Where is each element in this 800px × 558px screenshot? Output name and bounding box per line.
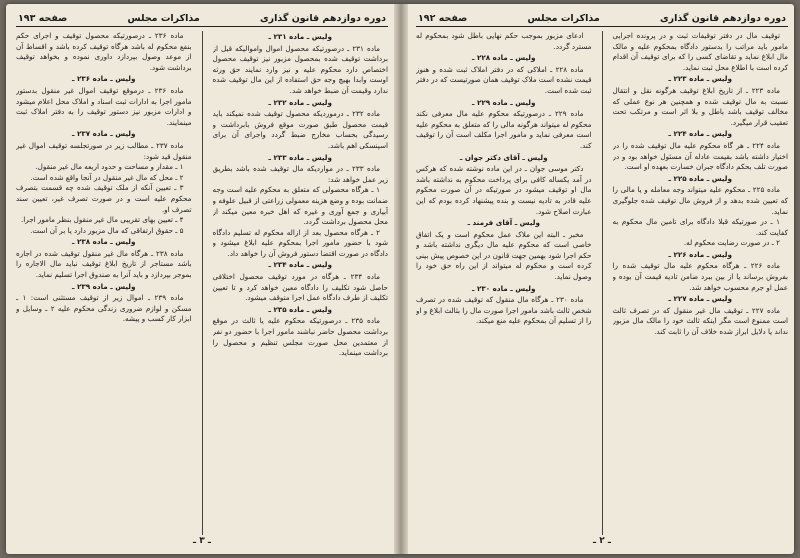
article-paragraph: ماده ۲۳۱ ـ درصورتیکه محصول اموال واموالیکه قبل از برداشت توقیف شده بمحصول مزبور نیز توقیف محصول اختصاص دارد محکوم علیه و نیز وارد نمایند حق ورثه اوست وابدا بهیچ وجه حق استفاده از این مال توقیف شده ندارد وقیمت آن ضبط خواهد شد. [212,43,388,95]
article-paragraph: ماده ۲۳۶ ـ درموقع توقیف اموال غیر منقول بدستور مامور اجرا به ادارات ثبت اسناد و املاک محل اعلام میشود و ادارات مزبور نیز دستور توقیف را به دفتر املاک ثبت مینمایند. [16,85,192,127]
article-heading: ولیس ـ ماده ۲۳۰ ـ [472,283,536,293]
article-paragraph: ماده ۲۲۶ ـ هرگاه محکوم علیه مال توقیف شده را بفروش برساند یا از بین ببرد ضامن تادیه قیمت آن بوده و عمل او جرم محسوب خواهد شد. [612,261,788,292]
article-paragraph: ماده ۲۳۰ ـ هرگاه مال منقول که توقیف شده در تصرف شخص ثالث باشد مامور اجرا صورت مال را بثالث ابلاغ و او را از تسلیم آن بمحکوم علیه منع میکند. [416,295,592,326]
article-heading: ولیس ـ ماده ۲۳۴ ـ [268,260,332,270]
article-paragraph: ماده ۲۳۶ ـ درصورتیکه محصول توقیف و اجرای حکم بنفع محکوم له باشد هرگاه توقیف کرده باشد و اقساط آن از موعد وصول بپردازد داوری نموده و بخواهد توقیف برداشت شود. [16,31,192,72]
article-heading: ولیس ـ ماده ۲۲۵ ـ [668,173,732,183]
article-heading: ولیس ـ ماده ۲۲۳ ـ [668,74,732,84]
right-page-header [416,10,788,27]
left-page-column-right [213,31,389,535]
right-page-column-right [613,31,789,535]
article-paragraph: ماده ۲۳۷ ـ مطالب زیر در صورتجلسه توقیف اموال غیر منقول قید شود: [16,140,192,161]
article-heading: ولیس ـ ماده ۲۲۹ ـ [472,97,536,107]
article-paragraph: ماده ۲۳۵ ـ درصورتیکه محکوم علیه یا ثالث در موقع برداشت محصول حاضر نباشند مامور اجرا با حضور دو نفر از معتمدین محل صورت مجلس تنظیم و محصول را برداشت مینماید. [212,316,388,358]
header-section-title: دوره دوازدهم قانون گذاری [659,12,786,24]
article-paragraph: ماده ۲۲۴ ـ هر گاه محکوم علیه مال توقیف شده را در اختیار داشته باشد بقیمت عادله آن مسئول خواهد بود و در صورت تلف بحکم دادگاه جبران خسارت بعهده او است. [612,140,788,172]
article-paragraph: ماده ۲۳۹ ـ اموال زیر از توقیف مستثنی است: ۱ ـ مسکن و لوازم ضروری زندگی محکوم علیه ۲ ـ وسایل و ابزار کار کسب و پیشه. [16,293,192,324]
article-paragraph: ۴ ـ تعیین بهای تقریبی مال غیر منقول بنظر مامور اجرا. [20,215,184,225]
article-heading: ولیس ـ ماده ۲۲۷ ـ [668,294,732,304]
article-paragraph: ۲ ـ هرگاه محصول بعد از ازاله محکوم له تسلیم دادگاه شود با حضور مامور اجرا بمحکوم علیه ابلاغ میشود و دادگاه در صورت اقتضا دستور فروش آن را خواهد داد. [212,227,388,258]
article-paragraph: ادعای مزبور بموجب حکم نهایی باطل شود بمحکوم له مسترد گردد. [416,31,592,51]
article-heading: ولیس ـ ماده ۲۳۸ ـ [72,237,136,247]
column-divider [602,31,603,535]
book-spread [6,4,794,554]
article-paragraph: ۱ ـ هرگاه محصولی که متعلق به محکوم علیه است وجه ضمانت بوده و وضع هزینه معمولی زراعتی از قبیل علوفه و آبیاری و جمع آوری و غیره که اهل خبره معین میکند از محل محصول برداشت گردد. [212,185,388,227]
article-paragraph: ۳ ـ تعیین آنکه از ملک توقیف شده چه قسمت بتصرف محکوم علیه است و در صورت تصرف غیر، تعیین سند تصرف او. [16,183,192,214]
article-paragraph: ماده ۲۲۳ ـ از تاریخ ابلاغ توقیف هرگونه نقل و انتقال نسبت به مال توقیف شده و همچنین هر نوع عملی که مخالف توقیف باشد باطل و بلا اثر است و مرتکب تحت تعقیب قرار میگیرد. [612,85,788,127]
article-paragraph: ماده ۲۲۵ ـ محکوم علیه میتواند وجه معامله و یا مالی را که تعیین شده بدهد و از فروش مال توقیف شده جلوگیری نماید. [612,185,788,216]
article-paragraph: ماده ۲۳۸ ـ هرگاه مال غیر منقول توقیف شده در اجاره باشد مستاجر از تاریخ ابلاغ توقیف نباید مال الاجاره را بموجر بپردازد و باید آنرا به صندوق اجرا تسلیم نماید. [16,248,192,280]
article-paragraph: ماده ۲۲۸ ـ املاکی که در دفتر املاک ثبت شده و هنوز قیمت نشده است ملاک توقیف همان صورتیست که در دفتر ثبت شده است. [416,64,592,95]
article-heading: ولیس ـ ماده ۲۳۱ ـ [268,32,332,41]
right-page [416,10,788,546]
article-heading: ولیس ـ ماده ۲۲۴ ـ [668,129,732,139]
article-paragraph: توقیف مال در دفتر توقیفات ثبت و در پرونده اجرایی مامور باید مراتب را بدستور دادگاه بمحکوم علیه و مالک مال ابلاغ نماید و تقاضای کسی را که برای توقیف آن اقدام کرده است با اطلاع محل ثبت نماید. [612,31,788,72]
article-paragraph: مخبر ـ البته این ملاک عمل محکوم است و یک اتفاق خاصی است که محکوم علیه مال دیگری نداشته باشد و حکم اجرا شود بهمین جهت قانون در این خصوص پیش بینی کرده است و محکوم له میتواند از این راه حق خود را وصول نماید. [416,229,592,282]
article-paragraph: ۲ ـ محل که مال غیر منقول در آنجا واقع شده است. [30,172,184,182]
article-paragraph: ماده ۲۳۳ ـ در مواردیکه مال توقیف شده باشد بطریق زیر عمل خواهد شد: [212,164,388,184]
article-paragraph: ۱ ـ در صورتیکه قبلا دادگاه برای تامین مال محکوم به کفایت کند. [612,217,788,237]
right-page-column-left [416,31,592,535]
article-heading: ولیس ـ ماده ۲۳۲ ـ [268,97,332,107]
book-gutter [394,4,408,554]
article-heading: ولیس ـ ماده ۲۳۶ ـ [72,74,136,84]
article-heading: ولیس ـ آقای فرمند ـ [467,218,540,228]
article-paragraph: ماده ۲۲۷ ـ توقیف مال غیر منقول که در تصرف ثالث است ممنوع است مگر اینکه ثالث خود را مالک مال مزبور نداند یا دلایل ابراز شده خلاف آن را ثابت کند. [612,305,788,337]
left-page-footer: ـ ۳ ـ [193,536,211,546]
column-divider [202,31,203,535]
header-journal-title: مذاکرات مجلس [127,12,200,24]
article-heading: ولیس ـ ماده ۲۳۹ ـ [72,281,136,291]
article-paragraph: ۲ ـ در صورت رضایت محکوم له. [683,238,780,248]
article-paragraph: ماده ۲۳۲ ـ درموردیکه محصول توقیف شده نمیکند باید قیمت محصول طبق صورت موقع فروش بابرداشت و رسیدگی بحساب مخارج ضبط گردد واجرای آن برای اسپنسکی اهم باشد. [212,109,388,150]
article-heading: ولیس ـ ماده ۲۲۶ ـ [668,249,732,259]
article-paragraph: ماده ۲۲۹ ـ درصورتیکه محکوم علیه مال معرفی نکند محکوم له میتواند هرگونه مالی را که متعلق به محکوم علیه است معرفی نماید و مامور اجرا مکلف است آن را توقیف کند. [416,109,592,150]
article-paragraph: ماده ۲۳۴ ـ هرگاه در مورد توقیف محصول اختلافی حاصل شود تکلیف را دادگاه معین خواهد کرد و تا تعیین تکلیف از طرف دادگاه عمل اجرا متوقف میشود. [212,272,388,303]
article-heading: ولیس ـ ماده ۲۳۷ ـ [72,129,136,139]
left-page-column-left [16,31,192,535]
header-page-number: صفحه ۱۹۲ [418,12,468,24]
header-page-number: صفحه ۱۹۳ [18,12,68,24]
article-heading: ولیس ـ ماده ۲۳۵ ـ [268,304,332,314]
article-heading: ولیس ـ ماده ۲۲۸ ـ [472,53,536,63]
article-paragraph: ۵ ـ حقوق ارتفاقی که مال مزبور دارد یا بر آن است. [30,225,184,235]
article-paragraph: دکتر موسی جوان ـ در این ماده نوشته شده که هرکس در آمد یکساله کافی برای پرداخت محکوم به نداشته باشد مال او توقیف میشود در صورتیکه در آن صورت محکوم علیه قادر به تادیه نیست و بنده پیشنهاد کرده بودم که این عبارت اصلاح شود. [416,164,592,216]
left-page [16,10,388,546]
article-heading: ولیس ـ آقای دکتر جوان ـ [459,152,548,162]
header-section-title: دوره دوازدهم قانون گذاری [259,12,386,24]
header-journal-title: مذاکرات مجلس [527,12,600,24]
article-paragraph: ۱ ـ مقدار و مساحت و حدود اربعه مال غیر منقول. [35,162,184,172]
article-heading: ولیس ـ ماده ۲۳۳ ـ [268,152,332,162]
right-page-footer: ـ ۲ ـ [593,536,611,546]
left-page-header [16,10,388,27]
